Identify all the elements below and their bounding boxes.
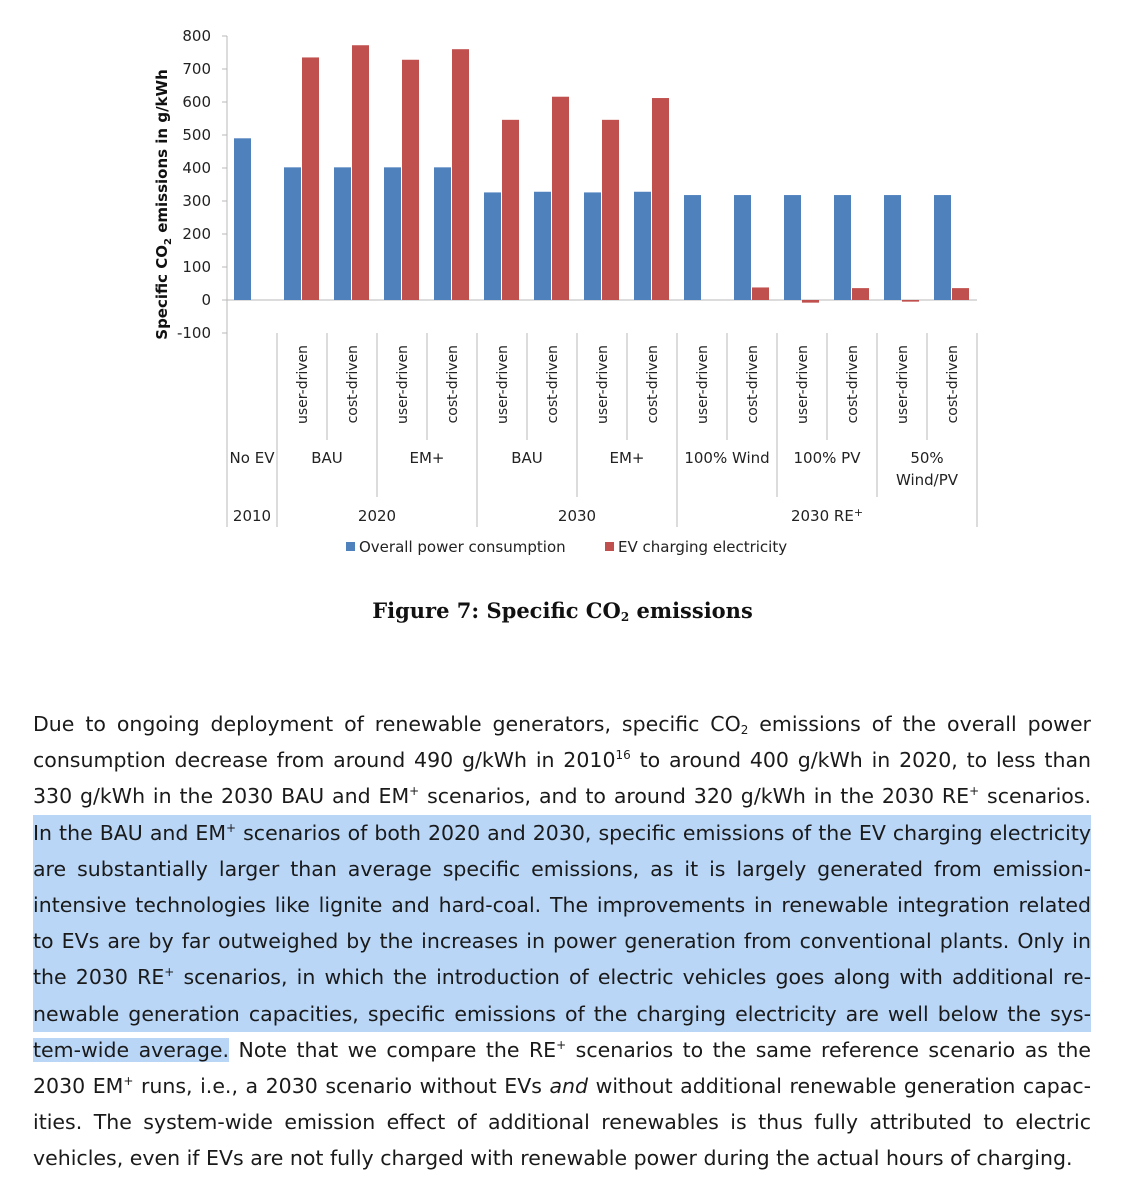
figure-caption: Figure 7: Specific $CO_2$ emissions [372,598,753,624]
year-label: 2010 [232,507,272,525]
highlighted-line: are substantially larger than average specific emissions, as it is largely generated from emission- [33,851,1091,887]
y-tick-label: -100 [176,324,211,342]
scenario-label: EM+ [409,449,445,467]
highlighted-line: newable generation capacities, specific emissions of the charging electricity are well below the sys- [33,996,1091,1032]
legend-swatch [346,542,355,551]
bar-overall-power [484,192,501,300]
paragraph-line: 330 g/kWh in the 2030 BAU and EM+ scenarios, and to around 320 g/kWh in the 2030 RE+ scenarios. [33,784,1091,809]
bar-overall-power [934,195,951,300]
category-label: cost-driven [445,345,461,424]
bar-ev-charging [652,98,669,300]
category-label: user-driven [695,345,711,424]
y-tick-label: 500 [182,126,211,144]
scenario-label: 100% Wind [684,449,770,467]
category-label: user-driven [595,345,611,424]
highlighted-line: the 2030 RE+ scenarios, in which the introduction of electric vehicles goes along with additional re- [33,959,1091,995]
y-tick-label: 0 [201,291,211,309]
category-label: cost-driven [845,345,861,424]
y-tick-label: 300 [182,192,211,210]
scenario-label: 50% Wind/PV [895,449,959,489]
paragraph-line: 2030 EM+ runs, i.e., a 2030 scenario without EVs and without additional renewable generation capac- [33,1074,1092,1099]
highlighted-text: tem-wide average. [33,1037,230,1062]
y-axis-title: Specific $CO_2$ emissions in g/kWh [153,69,174,340]
category-label: cost-driven [745,345,761,424]
bar-ev-charging [352,45,369,300]
category-label: cost-driven [545,345,561,424]
bar-overall-power [734,195,751,300]
legend-label: EV charging electricity [618,538,788,556]
bar-ev-charging [802,300,819,303]
category-label: user-driven [495,345,511,424]
bar-overall-power [434,167,451,300]
category-label: user-driven [795,345,811,424]
bar-overall-power [834,195,851,300]
paragraph-line: consumption decrease from around 490 g/kWh in 2010$^{16}$ to around 400 g/kWh in 2020, to less than [33,748,1091,773]
bar-ev-charging [302,57,319,300]
scenario-label: EM+ [609,449,645,467]
bar-overall-power [634,192,651,300]
year-label: 2030 [557,507,597,525]
highlighted-line: intensive technologies like lignite and hard-coal. The improvements in renewable integration related [33,887,1091,923]
legend-swatch [605,542,614,551]
year-label: 2020 [357,507,397,525]
bar-overall-power [584,192,601,300]
bar-overall-power [284,167,301,300]
bar-ev-charging [452,49,469,300]
bar-overall-power [684,195,701,300]
scenario-label: BAU [511,449,543,467]
category-label: user-driven [295,345,311,424]
highlighted-line: In the BAU and EM+ scenarios of both 2020 and 2030, specific emissions of the EV charging electricity [33,815,1091,851]
bar-ev-charging [552,97,569,300]
paragraph-line: tem-wide average. Note that we compare the RE+ scenarios to the same reference scenario as the [33,1037,1092,1062]
category-label: user-driven [895,345,911,424]
bar-ev-charging [952,288,969,300]
paragraph-line: ities. The system-wide emission effect of additional renewables is thus fully attributed to electric [33,1110,1091,1135]
scenario-label: BAU [311,449,343,467]
paragraph-line: Due to ongoing deployment of renewable generators, specific $CO_2$ emissions of the overall power [33,712,1091,737]
y-tick-label: 100 [182,258,211,276]
paragraph-line: vehicles, even if EVs are not fully charged with renewable power during the actual hours of charging. [33,1146,1073,1171]
category-label: cost-driven [945,345,961,424]
year-label: 2030 RE+ [790,506,864,525]
bar-ev-charging [852,288,869,300]
body-paragraph [33,706,1091,1177]
bar-overall-power [884,195,901,300]
legend-label: Overall power consumption [359,538,566,556]
highlighted-line: to EVs are by far outweighed by the increases in power generation from conventional plants. Only in [33,923,1091,959]
y-tick-label: 400 [182,159,211,177]
bar-overall-power [334,167,351,300]
bar-overall-power [234,138,251,300]
bar-overall-power [534,192,551,300]
y-tick-label: 600 [182,93,211,111]
category-label: cost-driven [645,345,661,424]
bar-ev-charging [902,300,919,302]
bar-ev-charging [752,287,769,300]
scenario-label: No EV [229,449,275,467]
bar-overall-power [784,195,801,300]
y-tick-label: 700 [182,60,211,78]
category-label: cost-driven [345,345,361,424]
scenario-label: 100% PV [793,449,861,467]
bar-ev-charging [602,120,619,300]
y-tick-label: 200 [182,225,211,243]
bar-overall-power [384,167,401,300]
bar-ev-charging [502,120,519,300]
bar-ev-charging [402,60,419,300]
y-tick-label: 800 [182,27,211,45]
emissions-bar-chart [0,0,1125,590]
category-label: user-driven [395,345,411,424]
